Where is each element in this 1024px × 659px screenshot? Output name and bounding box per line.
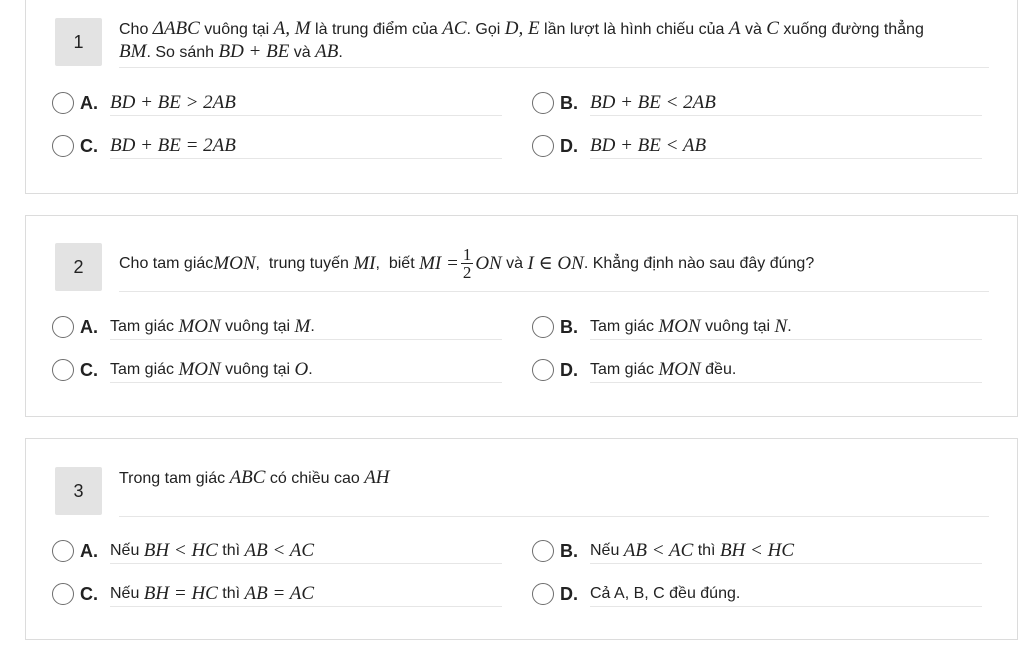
option-b[interactable]: B. Tam giác MON vuông tại N .: [532, 314, 982, 340]
question-number: 1: [55, 18, 102, 66]
radio-button[interactable]: [52, 359, 74, 381]
option-a[interactable]: A. Nếu BH < HC thì AB < AC: [52, 538, 502, 564]
question-card-1: [25, 0, 1018, 194]
question-card-2: [25, 215, 1018, 417]
radio-button[interactable]: [52, 540, 74, 562]
option-b[interactable]: B. Nếu AB < AC thì BH < HC: [532, 538, 982, 564]
option-d[interactable]: D. Tam giác MON đều.: [532, 357, 982, 383]
question-number: 3: [55, 467, 102, 515]
question-stem: Trong tam giác ABC có chiều cao AH: [119, 467, 989, 517]
option-a[interactable]: A. Tam giác MON vuông tại M .: [52, 314, 502, 340]
radio-button[interactable]: [532, 92, 554, 114]
radio-button[interactable]: [532, 359, 554, 381]
option-b[interactable]: B. BD + BE < 2AB: [532, 90, 982, 116]
radio-button[interactable]: [52, 316, 74, 338]
radio-button[interactable]: [52, 92, 74, 114]
option-d[interactable]: D. Cả A, B, C đều đúng.: [532, 581, 982, 607]
radio-button[interactable]: [532, 540, 554, 562]
question-stem: Cho tam giác MON , trung tuyến MI , biết MI = $\frac{1}{2}$ ON và I ∈ ON . Khẳng định nào sau đây đúng?: [119, 238, 989, 292]
option-a[interactable]: A. BD + BE > 2AB: [52, 90, 502, 116]
radio-button[interactable]: [532, 583, 554, 605]
radio-button[interactable]: [52, 135, 74, 157]
option-c[interactable]: C. BD + BE = 2AB: [52, 133, 502, 159]
radio-button[interactable]: [532, 316, 554, 338]
question-number: 2: [55, 243, 102, 291]
radio-button[interactable]: [52, 583, 74, 605]
fraction: $\frac{1}{2}$: [462, 245, 472, 282]
radio-button[interactable]: [532, 135, 554, 157]
option-c[interactable]: C. Nếu BH = HC thì AB = AC: [52, 581, 502, 607]
option-c[interactable]: C. Tam giác MON vuông tại O .: [52, 357, 502, 383]
option-d[interactable]: D. BD + BE < AB: [532, 133, 982, 159]
question-stem: Cho ΔABC vuông tại A, M là trung điểm của AC. Gọi D, E lần lượt là hình chiếu của A và C xuống đường thẳng BM. So sánh BD + BE và AB.: [119, 18, 989, 68]
question-card-3: [25, 438, 1018, 640]
